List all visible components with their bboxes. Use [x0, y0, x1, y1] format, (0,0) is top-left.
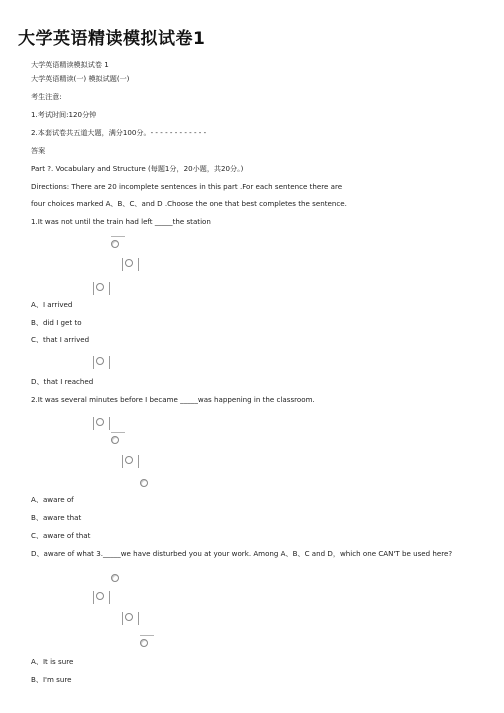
exam-name: 大学英语精读(一) 模拟试题(一): [31, 74, 130, 83]
radio-option[interactable]: [93, 356, 111, 369]
radio-option[interactable]: [93, 417, 111, 430]
radio-option[interactable]: [111, 436, 119, 444]
q3-option-b: B、I'm sure: [31, 675, 72, 684]
q2-option-b: B、aware that: [31, 513, 82, 522]
q1-option-a: A、I arrived: [31, 300, 73, 309]
directions-line-1: Directions: There are 20 incomplete sentences in this part .For each sentence there are: [31, 182, 343, 191]
notice-heading: 考生注意:: [31, 92, 62, 101]
radio-option[interactable]: [93, 591, 111, 604]
q2-option-d-question-3: D、aware of what 3._____we have disturbed you at your work. Among A、B、C and D，which one CAN'T be used here?: [31, 549, 453, 558]
q2-option-c: C、aware of that: [31, 531, 91, 540]
part-heading: Part ?. Vocabulary and Structure (每题1分，20小题，共20分。): [31, 164, 244, 173]
document-title: 大学英语精读模拟试卷1: [18, 29, 206, 49]
doc-subtitle: 大学英语精读模拟试卷 1: [31, 60, 109, 69]
q2-option-a: A、aware of: [31, 495, 74, 504]
notice-item-1: 1.考试时间:120分钟: [31, 110, 97, 119]
directions-line-2: four choices marked A、B、C、and D .Choose the one that best completes the sentence.: [31, 199, 347, 208]
radio-option[interactable]: [122, 612, 140, 625]
q1-option-c: C、that I arrived: [31, 335, 90, 344]
radio-option[interactable]: [140, 639, 148, 647]
radio-option[interactable]: [111, 574, 119, 582]
question-1: 1.It was not until the train had left _____the station: [31, 217, 211, 226]
notice-item-2: 2.本套试卷共五道大题，满分100分。- - - - - - - - - - - -: [31, 128, 207, 137]
radio-option[interactable]: [122, 455, 140, 468]
q1-option-d: D、that I reached: [31, 377, 94, 386]
q3-option-a: A、It is sure: [31, 657, 74, 666]
q1-option-b: B、did I get to: [31, 318, 82, 327]
question-2: 2.It was several minutes before I became _____was happening in the classroom.: [31, 395, 315, 404]
radio-option[interactable]: [122, 258, 140, 271]
answer-heading: 答案: [31, 146, 46, 155]
radio-option[interactable]: [93, 282, 111, 295]
radio-option[interactable]: [140, 479, 148, 487]
radio-option[interactable]: [111, 240, 119, 248]
